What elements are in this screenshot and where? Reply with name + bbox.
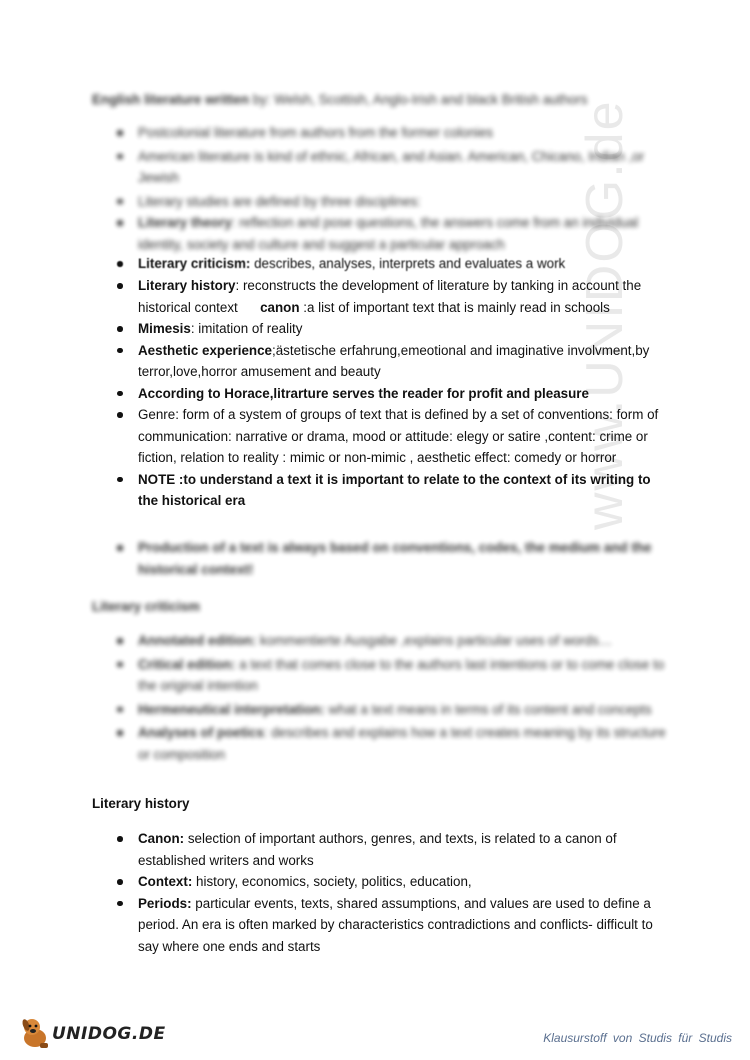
footer-logo[interactable] xyxy=(18,1016,166,1050)
list-item: Postcolonial literature from authors from the former colonies xyxy=(0,122,750,144)
list-item: Critical edition: a text that comes close to the authors last intentions or to come close to the original intention xyxy=(0,654,750,697)
list-item: Canon: selection of important authors, genres, and texts, is related to a canon of established writers and works xyxy=(0,828,750,871)
footer-tagline: Klausurstoff von Studis für Studis xyxy=(543,1031,732,1045)
list-item: Production of a text is always based on conventions, codes, the medium and the historical context! xyxy=(0,537,750,580)
section3-heading: Literary history xyxy=(92,796,190,811)
section1-partial-list xyxy=(0,253,750,275)
list-item: Hermeneutical interpretation: what a text means in terms of its content and concepts xyxy=(0,699,750,721)
list-item: Annotated edition: kommentierte Ausgabe ,explains particular uses of words… xyxy=(0,630,750,652)
section1-list xyxy=(0,275,750,512)
list-item: Literary studies are defined by three disciplines: xyxy=(0,191,750,213)
section1-heading xyxy=(92,89,587,111)
list-item: American literature is kind of ethnic, African, and Asian. American, Chicano, Indian ,or Jewish xyxy=(0,146,750,189)
section1-heading-rest: by: Welsh, Scottish, Anglo-Irish and black British authors xyxy=(249,92,588,107)
list-item: Literary criticism: describes, analyses, interprets and evaluates a work xyxy=(0,253,750,275)
list-item: Aesthetic experience;ästetische erfahrung,emeotional and imaginative involvment,by terror,love,horror amusement and beauty xyxy=(0,340,750,383)
list-item: According to Horace,litrarture serves the reader for profit and pleasure xyxy=(0,383,750,405)
dog-icon xyxy=(18,1016,54,1050)
watermark: www.UNIDOG.de xyxy=(576,99,634,530)
list-item: Context: history, economics, society, politics, education, xyxy=(0,871,750,893)
list-item: Mimesis: imitation of reality xyxy=(0,318,750,340)
section1-blurred-list xyxy=(0,122,750,255)
list-item: Analyses of poetics: describes and explains how a text creates meaning by its structure or composition xyxy=(0,722,750,765)
section2-list xyxy=(0,630,750,765)
list-item: Periods: particular events, texts, shared assumptions, and values are used to define a period. An era is often marked by characteristics contradictions and conflicts- difficult to say where one ends and starts xyxy=(0,893,750,958)
section2-heading: Literary criticism xyxy=(92,599,200,614)
logo-text: UNIDOG.DE xyxy=(52,1024,166,1044)
list-item: NOTE :to understand a text it is important to relate to the context of its writing to the historical era xyxy=(0,469,750,512)
section3-list xyxy=(0,828,750,957)
list-item: Literary theory: reflection and pose questions, the answers come from an individual identity, society and culture and suggest a particular approach xyxy=(0,212,750,255)
section1-heading-bold: English literature written xyxy=(92,92,249,107)
section1-blurred-list-end xyxy=(0,537,750,580)
list-item: Genre: form of a system of groups of text that is defined by a set of conventions: form of communication: narrative or drama, mood or attitude: elegy or satire ,content: crime or fiction, relation to reality : mimic or non-mimic , aesthetic effect: comedy or horror xyxy=(0,404,750,469)
list-item: Literary history: reconstructs the development of literature by tanking in account the historical context canon :a list of important text that is mainly read in schools xyxy=(0,275,750,318)
